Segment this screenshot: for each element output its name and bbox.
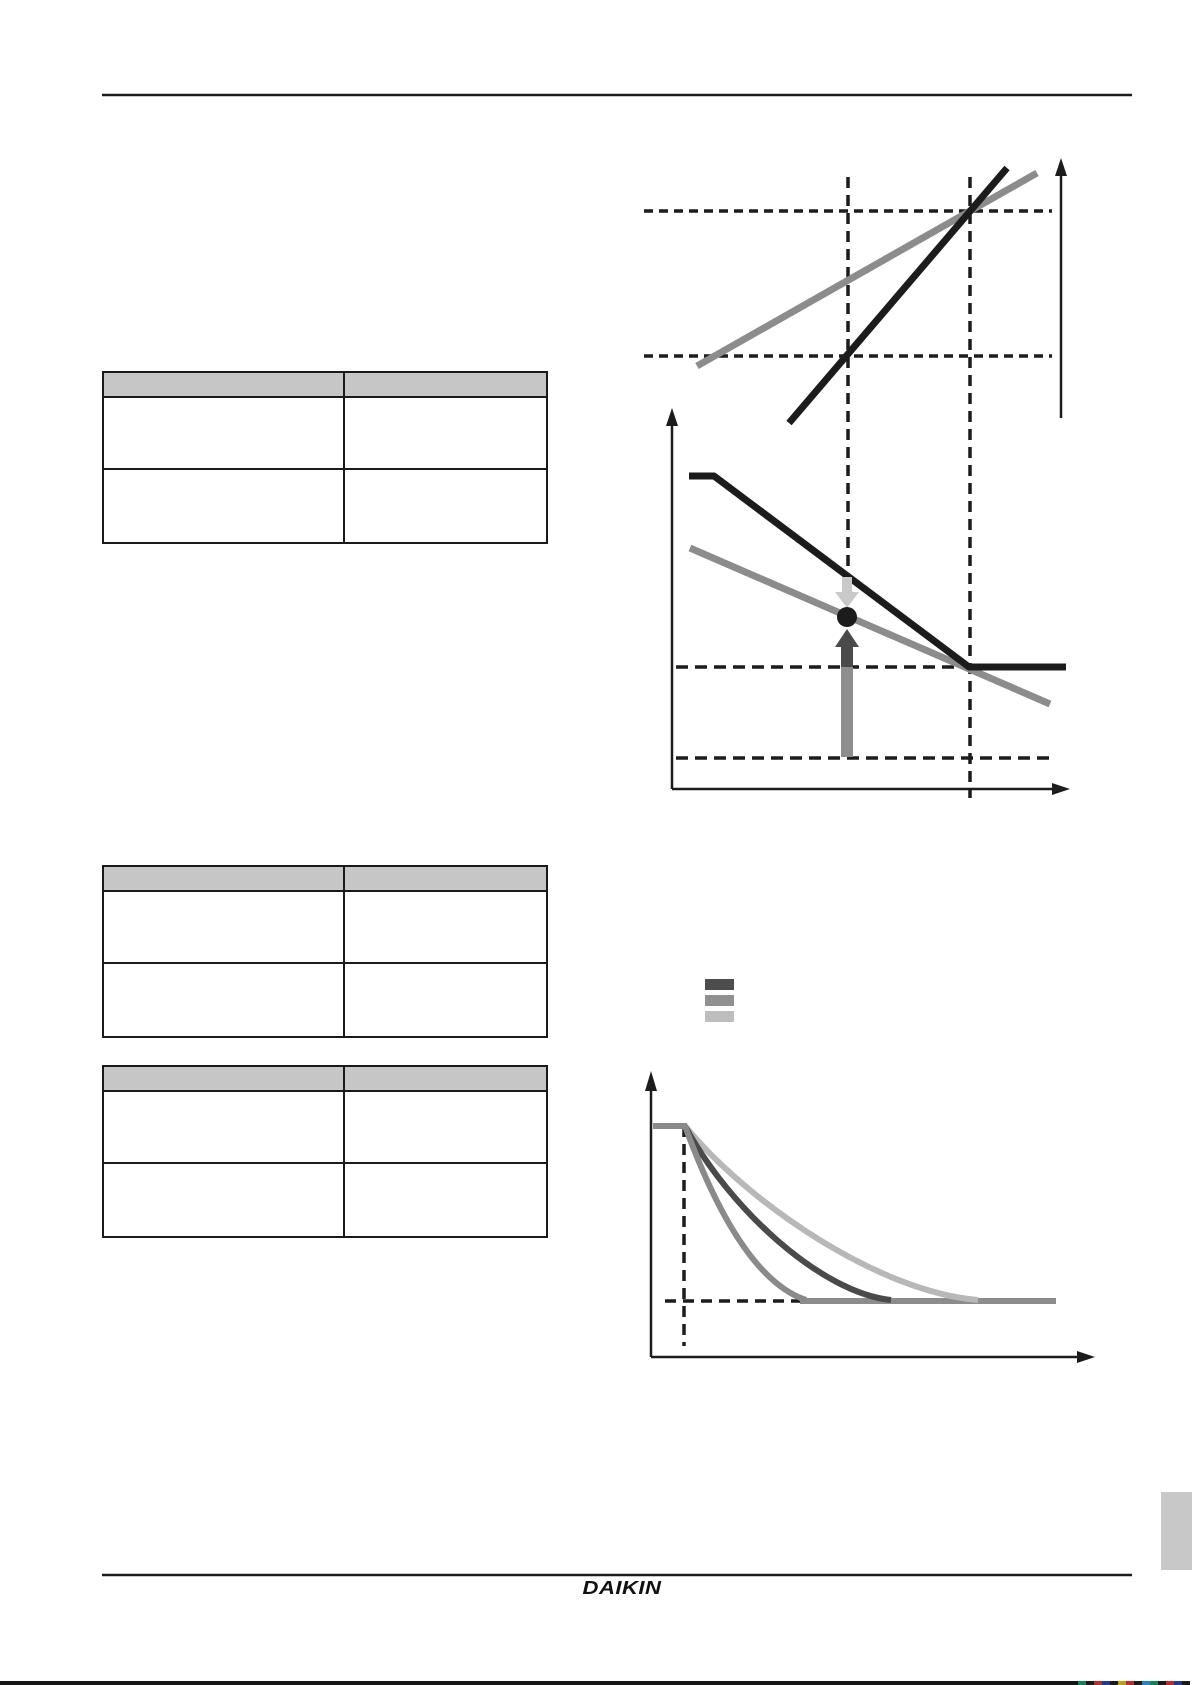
chartC-y-axis-arrowhead — [645, 1071, 657, 1091]
table-2-header-cell-1 — [104, 867, 345, 892]
chartA-y-axis-arrowhead — [1055, 158, 1067, 176]
table-1-cell — [104, 398, 345, 470]
table-2-cell — [104, 892, 345, 964]
bottom-print-ticks — [1110, 1681, 1118, 1685]
legend-swatch-light — [705, 1011, 734, 1022]
setpoint-dot — [837, 607, 857, 627]
chartB-x-axis-arrowhead — [1052, 783, 1070, 795]
bottom-print-ticks — [1118, 1681, 1126, 1685]
bottom-print-ticks — [1086, 1681, 1094, 1685]
chartB-y-axis-arrowhead — [666, 408, 678, 426]
bottom-print-ticks — [1142, 1681, 1150, 1685]
table-2-cell — [345, 964, 546, 1036]
chartC-curve-dark — [685, 1126, 891, 1300]
table-2-header-cell-2 — [345, 867, 546, 892]
table-3-header-cell-2 — [345, 1067, 546, 1092]
table-3-cell — [104, 1164, 345, 1236]
bottom-print-ticks — [1150, 1681, 1158, 1685]
legend-swatch-medium — [705, 995, 734, 1006]
table-3-cell — [345, 1092, 546, 1164]
bottom-print-ticks — [1182, 1681, 1190, 1685]
bottom-print-ticks — [1126, 1681, 1134, 1685]
table-1-cell — [104, 470, 345, 542]
shift-up-arrow-head — [835, 629, 859, 647]
bottom-print-ticks — [1094, 1681, 1102, 1685]
table-3-cell — [345, 1164, 546, 1236]
chartB-gray-line — [690, 548, 1050, 704]
bottom-print-ticks — [1174, 1681, 1182, 1685]
bottom-print-ticks — [1102, 1681, 1110, 1685]
bottom-print-ticks — [1158, 1681, 1166, 1685]
table-3 — [102, 1065, 548, 1238]
bottom-print-ticks — [1166, 1681, 1174, 1685]
bottom-edge-bar — [0, 1681, 1078, 1685]
table-1 — [102, 371, 548, 544]
table-1-header-cell-2 — [345, 373, 546, 398]
page-edge-tab — [1161, 1492, 1192, 1570]
bottom-print-ticks — [1078, 1681, 1086, 1685]
chartC-curve-light — [685, 1126, 978, 1300]
table-3-header-cell-1 — [104, 1067, 345, 1092]
daikin-logo: DAIKIN — [582, 1577, 662, 1599]
table-1-cell — [345, 398, 546, 470]
table-2-cell — [345, 892, 546, 964]
bottom-print-ticks — [1134, 1681, 1142, 1685]
table-2 — [102, 865, 548, 1038]
chartC-x-axis-arrowhead — [1077, 1351, 1095, 1363]
legend-swatch-dark — [705, 979, 734, 990]
table-1-cell — [345, 470, 546, 542]
shift-down-arrow-head — [835, 592, 859, 608]
table-1-header-cell-1 — [104, 373, 345, 398]
table-2-cell — [104, 964, 345, 1036]
table-3-cell — [104, 1092, 345, 1164]
